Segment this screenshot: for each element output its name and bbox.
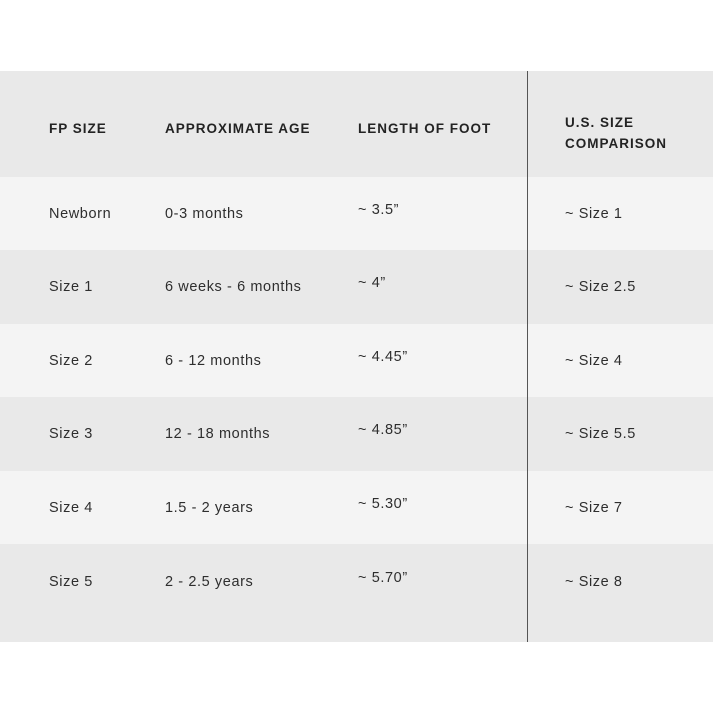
table-header-row bbox=[0, 71, 713, 177]
header-fp-size: FP SIZE bbox=[49, 121, 107, 136]
header-approximate-age: APPROXIMATE AGE bbox=[165, 121, 311, 136]
size-chart-table bbox=[0, 71, 713, 642]
cell-approximate-age: 0-3 months bbox=[165, 206, 244, 222]
cell-length-of-foot: ~ 5.70” bbox=[358, 570, 408, 586]
cell-fp-size: Size 3 bbox=[49, 426, 93, 442]
cell-us-size: ~ Size 2.5 bbox=[565, 279, 636, 295]
header-length-of-foot: LENGTH OF FOOT bbox=[358, 121, 492, 136]
table-row bbox=[0, 250, 713, 324]
table-row bbox=[0, 177, 713, 250]
cell-us-size: ~ Size 5.5 bbox=[565, 426, 636, 442]
cell-fp-size: Size 2 bbox=[49, 353, 93, 369]
cell-us-size: ~ Size 8 bbox=[565, 574, 623, 590]
cell-approximate-age: 2 - 2.5 years bbox=[165, 574, 254, 590]
cell-length-of-foot: ~ 4.45” bbox=[358, 349, 408, 365]
column-divider bbox=[527, 71, 528, 642]
cell-approximate-age: 6 weeks - 6 months bbox=[165, 279, 302, 295]
cell-fp-size: Size 5 bbox=[49, 574, 93, 590]
cell-us-size: ~ Size 7 bbox=[565, 500, 623, 516]
cell-approximate-age: 12 - 18 months bbox=[165, 426, 271, 442]
cell-us-size: ~ Size 4 bbox=[565, 353, 623, 369]
header-us-size-comparison: U.S. SIZE COMPARISON bbox=[565, 115, 668, 151]
cell-length-of-foot: ~ 4” bbox=[358, 275, 386, 291]
cell-length-of-foot: ~ 4.85” bbox=[358, 422, 408, 438]
cell-fp-size: Newborn bbox=[49, 206, 112, 222]
cell-length-of-foot: ~ 3.5” bbox=[358, 202, 400, 218]
cell-us-size: ~ Size 1 bbox=[565, 206, 623, 222]
table-row bbox=[0, 397, 713, 471]
cell-fp-size: Size 1 bbox=[49, 279, 93, 295]
table-row bbox=[0, 471, 713, 544]
cell-approximate-age: 1.5 - 2 years bbox=[165, 500, 254, 516]
cell-approximate-age: 6 - 12 months bbox=[165, 353, 262, 369]
cell-length-of-foot: ~ 5.30” bbox=[358, 496, 408, 512]
table-row bbox=[0, 324, 713, 397]
table-row bbox=[0, 544, 713, 642]
cell-fp-size: Size 4 bbox=[49, 500, 93, 516]
